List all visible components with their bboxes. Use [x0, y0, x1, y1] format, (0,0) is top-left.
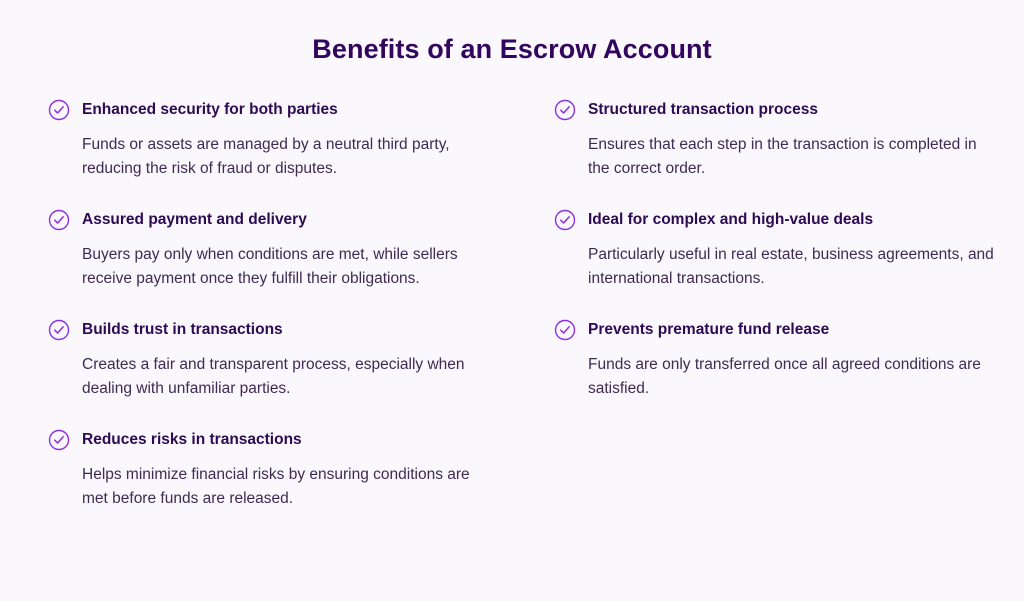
benefit-item — [554, 209, 1004, 291]
benefit-item — [554, 319, 1004, 401]
benefit-title: Builds trust in transactions — [82, 321, 283, 338]
benefit-item — [48, 209, 498, 291]
benefit-item — [554, 99, 1004, 181]
benefit-header — [48, 429, 498, 451]
check-circle-icon — [48, 209, 70, 231]
check-circle-icon — [48, 99, 70, 121]
benefit-description: Particularly useful in real estate, business agreements, and international transactions. — [588, 246, 994, 287]
benefit-title: Reduces risks in transactions — [82, 431, 302, 448]
check-circle-icon — [48, 319, 70, 341]
left-column — [48, 99, 498, 539]
benefit-header — [48, 99, 498, 121]
benefit-item — [48, 99, 498, 181]
benefit-description: Buyers pay only when conditions are met, while sellers receive payment once they fulfill their obligations. — [82, 246, 458, 287]
check-circle-icon — [48, 429, 70, 451]
benefit-item — [48, 319, 498, 401]
benefit-header — [554, 209, 1004, 231]
benefits-columns — [48, 99, 994, 539]
check-circle-icon — [554, 99, 576, 121]
benefit-description: Funds are only transferred once all agreed conditions are satisfied. — [588, 356, 981, 397]
benefit-title: Prevents premature fund release — [588, 321, 830, 338]
benefit-title: Ideal for complex and high-value deals — [588, 211, 874, 228]
benefit-title: Enhanced security for both parties — [82, 101, 338, 118]
benefit-title: Assured payment and delivery — [82, 211, 307, 228]
benefit-description: Helps minimize financial risks by ensuring conditions are met before funds are released. — [82, 466, 470, 507]
benefit-title: Structured transaction process — [588, 101, 818, 118]
benefit-description: Creates a fair and transparent process, especially when dealing with unfamiliar parties. — [82, 356, 465, 397]
benefit-header — [554, 319, 1004, 341]
check-circle-icon — [554, 209, 576, 231]
benefit-header — [48, 319, 498, 341]
page-title: Benefits of an Escrow Account — [312, 34, 712, 64]
benefit-description: Funds or assets are managed by a neutral third party, reducing the risk of fraud or disputes. — [82, 136, 450, 177]
benefit-item — [48, 429, 498, 511]
benefit-description: Ensures that each step in the transaction is completed in the correct order. — [588, 136, 977, 177]
benefit-header — [554, 99, 1004, 121]
check-circle-icon — [554, 319, 576, 341]
right-column — [554, 99, 1004, 429]
benefit-header — [48, 209, 498, 231]
